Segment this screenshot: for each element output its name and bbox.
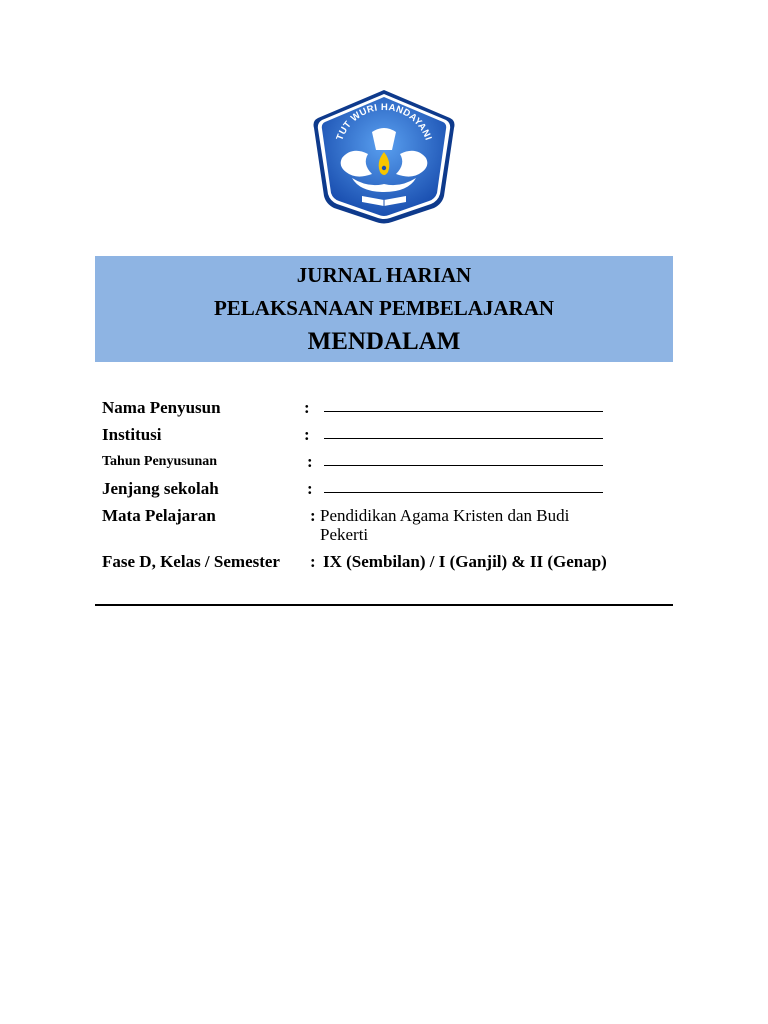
colon-mata-pelajaran: : — [310, 506, 316, 525]
blank-jenjang-sekolah[interactable] — [324, 492, 603, 493]
value-mata-pelajaran-line1: Pendidikan Agama Kristen dan Budi — [320, 506, 570, 525]
colon-fase-kelas-semester: : — [310, 552, 316, 571]
horizontal-divider — [95, 604, 673, 606]
title-pelaksanaan: PELAKSANAAN PEMBELAJARAN — [213, 296, 555, 320]
blank-nama-penyusun[interactable] — [324, 411, 603, 412]
label-institusi: Institusi — [102, 425, 162, 444]
value-fase-kelas-semester: IX (Sembilan) / I (Ganjil) & II (Genap) — [323, 552, 607, 571]
label-fase-kelas-semester: Fase D, Kelas / Semester — [102, 552, 280, 571]
blank-tahun-penyusunan[interactable] — [324, 465, 603, 466]
value-mata-pelajaran-line2: Pekerti — [320, 525, 369, 544]
label-nama-penyusun: Nama Penyusun — [102, 398, 221, 417]
blank-institusi[interactable] — [324, 438, 603, 439]
title-jurnal-harian: JURNAL HARIAN — [296, 263, 472, 287]
colon-institusi: : — [304, 425, 310, 444]
label-jenjang-sekolah: Jenjang sekolah — [102, 479, 219, 498]
colon-jenjang-sekolah: : — [307, 479, 313, 498]
colon-tahun-penyusunan: : — [307, 452, 313, 471]
label-mata-pelajaran: Mata Pelajaran — [102, 506, 216, 525]
tut-wuri-handayani-logo — [312, 88, 456, 224]
colon-nama-penyusun: : — [304, 398, 310, 417]
title-banner — [95, 256, 673, 362]
label-tahun-penyusunan: Tahun Penyusunan — [102, 454, 218, 469]
title-mendalam: MENDALAM — [307, 328, 461, 355]
svg-text:TUT WURI HANDAYANI: TUT WURI HANDAYANI — [334, 101, 434, 143]
